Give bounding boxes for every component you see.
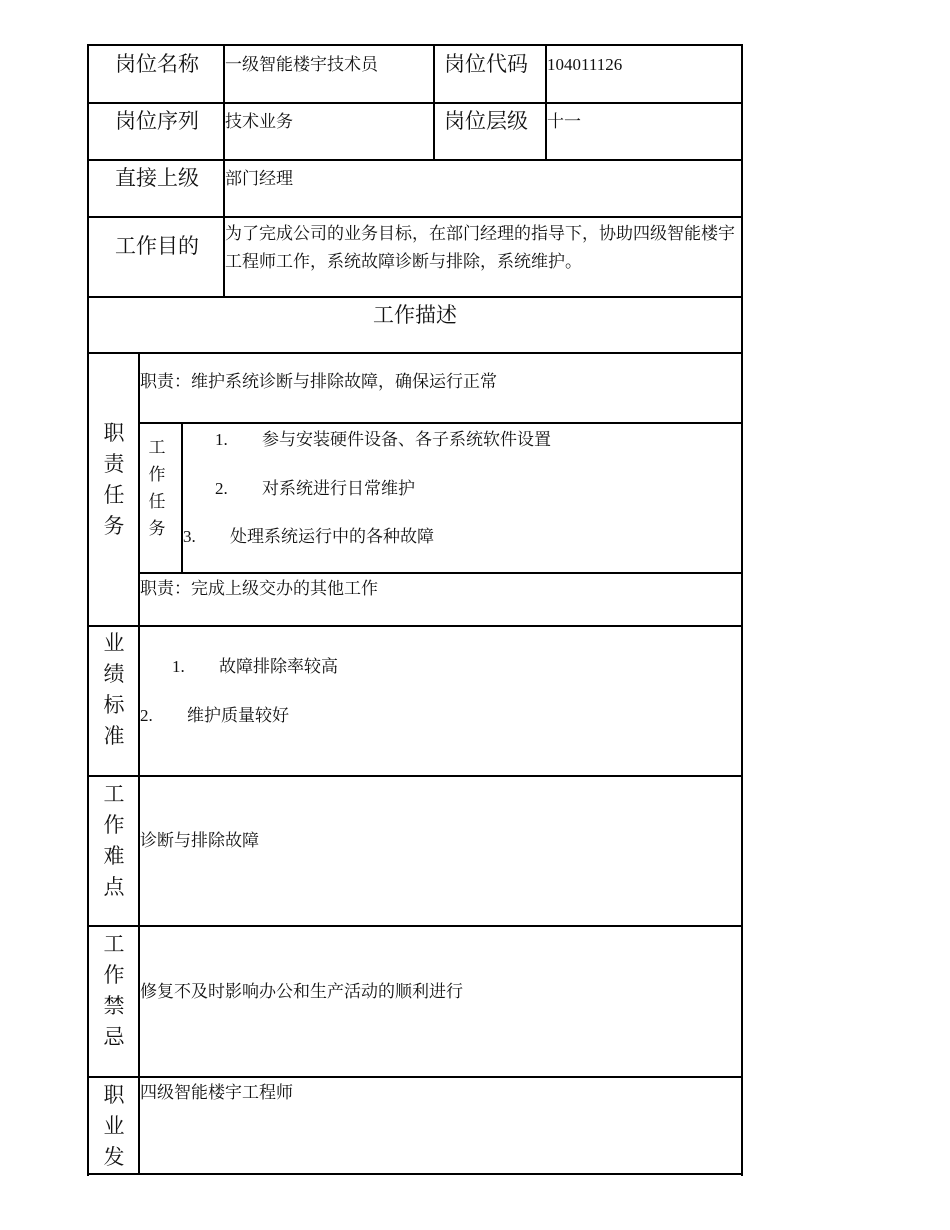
- performance-1-text: 故障排除率较高: [219, 657, 338, 676]
- task-1-num: 1.: [215, 430, 228, 449]
- duty-2-text: 职责：完成上级交办的其他工作: [140, 579, 378, 598]
- supervisor-value: 部门经理: [225, 169, 293, 188]
- position-code-value: 104011126: [547, 55, 623, 74]
- taboo-text: 修复不及时影响办公和生产活动的顺利进行: [140, 982, 463, 1001]
- difficulty-text: 诊断与排除故障: [140, 831, 259, 850]
- difficulty-label: 工 作 难 点: [103, 782, 125, 899]
- tasks-label: 工 作 任 务: [148, 438, 166, 538]
- task-2-num: 2.: [215, 479, 228, 498]
- duty-1-text: 职责：维护系统诊断与排除故障，确保运行正常: [140, 372, 497, 391]
- description-title: 工作描述: [373, 303, 457, 327]
- position-level-label: 岗位层级: [444, 109, 528, 133]
- taboo-label: 工 作 禁 忌: [103, 932, 125, 1049]
- performance-1-num: 1.: [172, 657, 185, 676]
- career-text: 四级智能楼宇工程师: [140, 1083, 293, 1102]
- duties-side-label: 职 责 任 务: [103, 421, 125, 538]
- performance-2-text: 维护质量较好: [187, 706, 289, 725]
- position-level-value: 十一: [547, 112, 581, 131]
- position-series-value: 技术业务: [225, 112, 293, 131]
- task-3-num: 3.: [183, 527, 196, 546]
- purpose-label: 工作目的: [115, 234, 199, 258]
- performance-label: 业 绩 标 准: [103, 631, 125, 748]
- career-label: 职 业 发: [103, 1083, 125, 1169]
- task-1-text: 参与安装硬件设备、各子系统软件设置: [262, 430, 551, 449]
- position-name-label: 岗位名称: [115, 52, 199, 76]
- position-series-label: 岗位序列: [115, 109, 199, 133]
- performance-2-num: 2.: [140, 706, 153, 725]
- position-code-label: 岗位代码: [444, 52, 528, 76]
- supervisor-label: 直接上级: [115, 166, 199, 190]
- task-3-text: 处理系统运行中的各种故障: [230, 527, 434, 546]
- purpose-value: 为了完成公司的业务目标，在部门经理的指导下，协助四级智能楼宇工程师工作，系统故障诊断与排除，系统维护。: [225, 224, 735, 271]
- task-2-text: 对系统进行日常维护: [262, 479, 415, 498]
- position-name-value: 一级智能楼宇技术员: [225, 55, 378, 74]
